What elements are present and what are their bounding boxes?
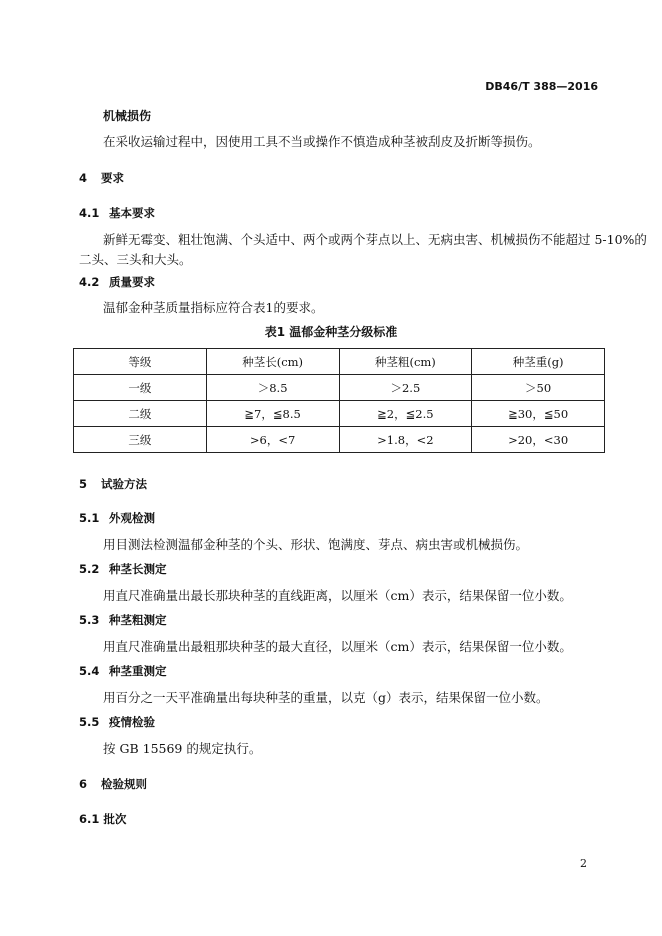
section-number: 4.2: [79, 275, 100, 289]
table-cell: ＞2.5: [339, 375, 472, 401]
paragraph-line: 新鲜无霉变、粗壮饱满、个头适中、两个或两个芽点以上、无病虫害、机械损伤不能超过 5-10%的: [103, 232, 647, 247]
table-cell: ＞8.5: [206, 375, 339, 401]
page-number: 2: [580, 857, 587, 870]
section-number: 5.1: [79, 511, 100, 525]
term-definition: 在采收运输过程中，因使用工具不当或操作不慎造成种茎被刮皮及折断等损伤。: [103, 134, 541, 149]
section-title: 种茎重测定: [109, 664, 167, 678]
table-cell: ≧30，≦50: [472, 401, 605, 427]
section-6-heading: [79, 776, 147, 792]
table-header-cell: 种茎重(g): [472, 349, 605, 375]
section-title: 基本要求: [109, 206, 155, 220]
section-5-1-heading: [79, 510, 155, 526]
table-row: [74, 375, 605, 401]
grading-table: [73, 348, 605, 453]
table-cell: ≧2，≦2.5: [339, 401, 472, 427]
section-title: 种茎粗测定: [109, 613, 167, 627]
table-cell: 三级: [74, 427, 207, 453]
section-title: 要求: [101, 171, 124, 185]
table-cell: >1.8，<2: [339, 427, 472, 453]
section-title: 外观检测: [109, 511, 155, 525]
table-caption: 表1 温郁金种茎分级标准: [264, 325, 398, 339]
section-number: 5.3: [79, 613, 100, 627]
section-title: 质量要求: [109, 275, 155, 289]
paragraph: 用目测法检测温郁金种茎的个头、形状、饱满度、芽点、病虫害或机械损伤。: [103, 537, 529, 552]
document-code: DB46/T 388—2016: [485, 80, 598, 93]
section-title: 疫情检验: [109, 715, 155, 729]
section-title: 试验方法: [101, 477, 147, 491]
paragraph: 用直尺准确量出最长那块种茎的直线距离，以厘米（cm）表示，结果保留一位小数。: [103, 588, 572, 603]
section-5-4-heading: [79, 663, 167, 679]
section-title: 种茎长测定: [109, 562, 167, 576]
section-number: 5.5: [79, 715, 100, 729]
section-5-3-heading: [79, 612, 167, 628]
section-6-1-heading: 6.1 批次: [79, 812, 127, 826]
paragraph: 用直尺准确量出最粗那块种茎的最大直径，以厘米（cm）表示，结果保留一位小数。: [103, 639, 572, 654]
section-4-2-heading: [79, 274, 155, 290]
table-cell: 二级: [74, 401, 207, 427]
paragraph-line: 二头、三头和大头。: [79, 252, 192, 267]
table-row: [74, 401, 605, 427]
section-5-2-heading: [79, 561, 167, 577]
table-cell: ＞50: [472, 375, 605, 401]
section-number: 5.2: [79, 562, 100, 576]
paragraph: 温郁金种茎质量指标应符合表1的要求。: [103, 300, 324, 315]
table-cell: 一级: [74, 375, 207, 401]
paragraph: 用百分之一天平准确量出每块种茎的重量，以克（g）表示，结果保留一位小数。: [103, 690, 549, 705]
table-header-cell: 种茎粗(cm): [339, 349, 472, 375]
term-title: 机械损伤: [103, 109, 152, 123]
table-header-cell: 等级: [74, 349, 207, 375]
section-title: 检验规则: [101, 777, 147, 791]
table-cell: ≧7，≦8.5: [206, 401, 339, 427]
section-5-5-heading: [79, 714, 155, 730]
table-row: [74, 427, 605, 453]
section-number: 4: [79, 171, 88, 185]
table-header-row: [74, 349, 605, 375]
section-number: 6: [79, 777, 88, 791]
table-header-cell: 种茎长(cm): [206, 349, 339, 375]
section-number: 5: [79, 477, 88, 491]
section-number: 5.4: [79, 664, 100, 678]
table-cell: >20，<30: [472, 427, 605, 453]
paragraph: 按 GB 15569 的规定执行。: [103, 741, 262, 756]
table-cell: >6，<7: [206, 427, 339, 453]
section-4-1-heading: [79, 205, 155, 221]
section-5-heading: [79, 476, 147, 492]
section-number: 4.1: [79, 206, 100, 220]
section-4-heading: [79, 170, 124, 186]
